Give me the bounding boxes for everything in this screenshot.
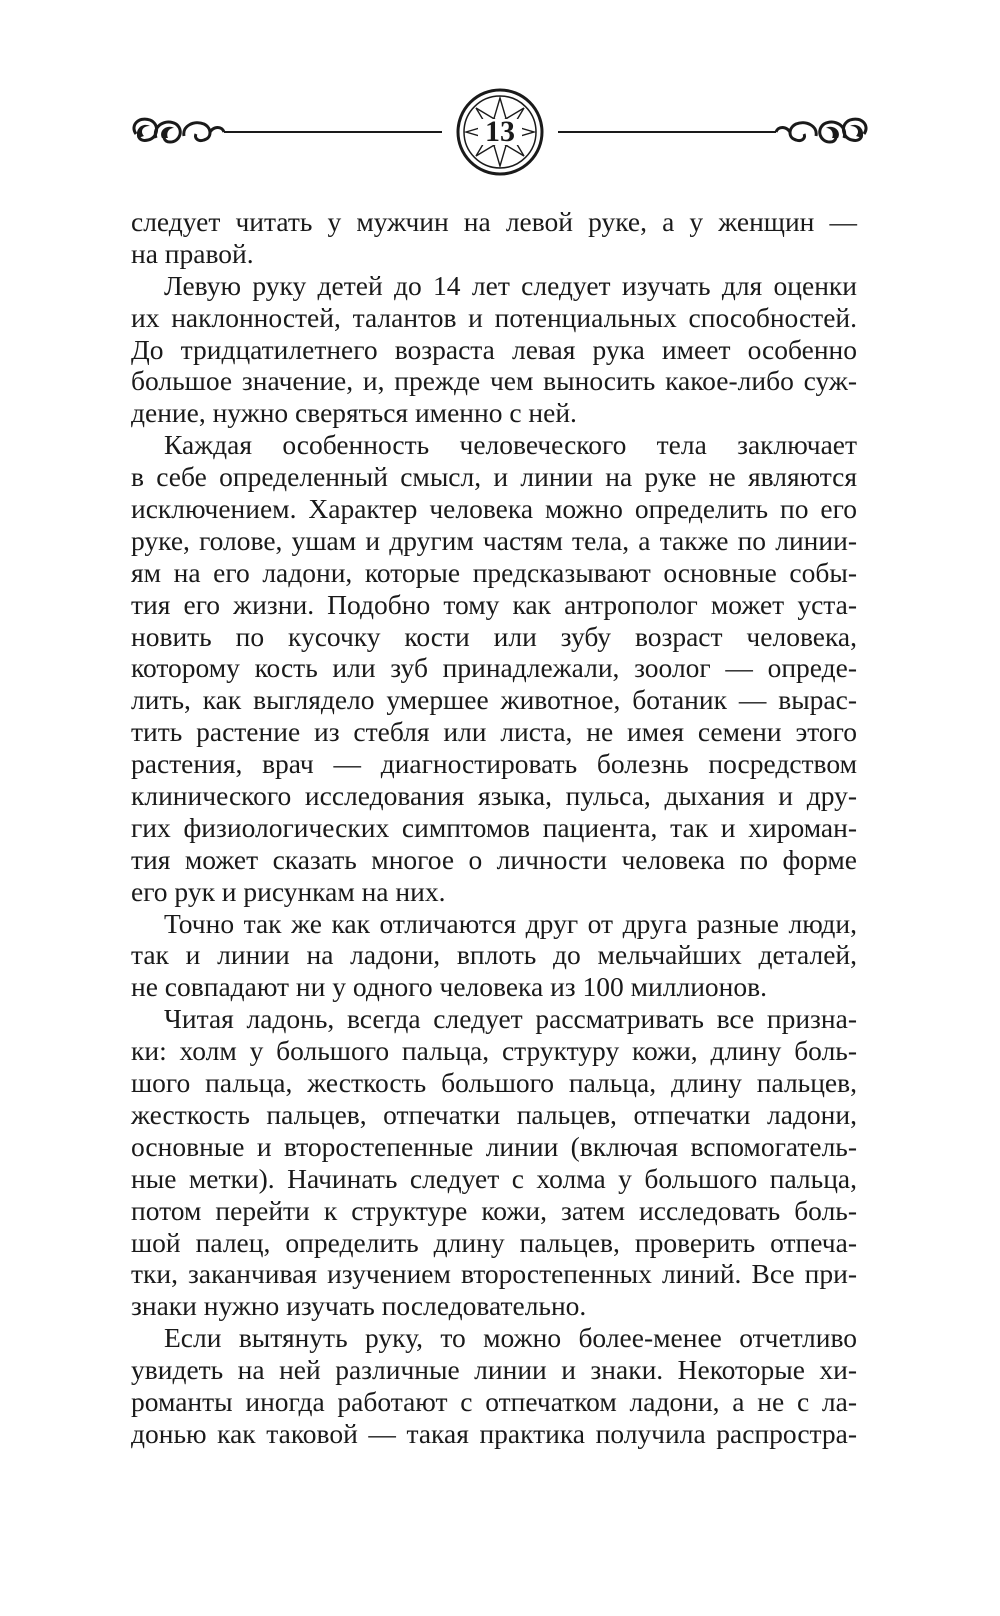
text-line: тить растение из стебля или листа, не имея семени этого xyxy=(131,716,857,748)
text-line: гих физиологических симптомов пациента, так и хироман- xyxy=(131,811,857,843)
text-line: следует читать у мужчин на левой руке, а у женщин — xyxy=(131,206,857,237)
text-line: новить по кусочку кости или зубу возраст человека, xyxy=(131,620,857,652)
text-line: потом перейти к структуре кожи, затем исследовать боль- xyxy=(131,1194,857,1226)
text-line: Точно так же как отличаются друг от друга разные люди, xyxy=(164,907,857,939)
text-line: Если вытянуть руку, то можно более-менее отчетливо xyxy=(164,1322,857,1354)
text-line: тки, заканчивая изучением второстепенных линий. Все при- xyxy=(131,1258,857,1290)
text-line: шого пальца, жесткость большого пальца, длину пальцев, xyxy=(131,1067,857,1099)
text-line: ки: холм у большого пальца, структуру кожи, длину боль- xyxy=(131,1035,857,1067)
text-line: ные метки). Начинать следует с холма у большого пальца, xyxy=(131,1162,857,1194)
text-line: тия его жизни. Подобно тому как антрополог может уста- xyxy=(131,588,857,620)
text-line: увидеть на ней различные линии и знаки. Некоторые хи- xyxy=(131,1354,857,1386)
text-line: дение, нужно сверяться именно с ней. xyxy=(131,397,577,429)
right-flourish-icon xyxy=(776,119,866,142)
text-line: ям на его ладони, которые предсказывают основные собы- xyxy=(131,556,857,588)
text-line: романты иногда работают с отпечатком ладони, а не с ла- xyxy=(131,1385,857,1417)
text-line: знаки нужно изучать последовательно. xyxy=(131,1290,587,1322)
text-line: тия может сказать многое о личности человека по форме xyxy=(131,843,857,875)
text-line: донью как таковой — такая практика получила распростра- xyxy=(131,1417,857,1449)
text-line: Читая ладонь, всегда следует рассматривать все призна- xyxy=(164,1003,857,1035)
text-line: шой палец, определить длину пальцев, проверить отпеча- xyxy=(131,1226,857,1258)
text-line: исключением. Характер человека можно определить по его xyxy=(131,493,857,525)
text-line: Левую руку детей до 14 лет следует изучать для оценки xyxy=(164,269,857,301)
text-line: лить, как выглядело умершее животное, ботаник — вырас- xyxy=(131,684,857,716)
text-line: на правой. xyxy=(131,237,254,269)
text-line: большое значение, и, прежде чем выносить какое-либо суж- xyxy=(131,365,857,397)
text-line: в себе определенный смысл, и линии на руке не являются xyxy=(131,461,857,493)
text-line: так и линии на ладони, вплоть до мельчайших деталей, xyxy=(131,939,857,971)
text-line: Каждая особенность человеческого тела заключает xyxy=(164,429,857,461)
text-line: руке, голове, ушам и другим частям тела, а также по линии- xyxy=(131,524,857,556)
text-line: их наклонностей, талантов и потенциальных способностей. xyxy=(131,301,857,333)
page-body xyxy=(131,206,857,1450)
text-line: До тридцатилетнего возраста левая рука имеет особенно xyxy=(131,333,857,365)
text-line: растения, врач — диагностировать болезнь посредством xyxy=(131,748,857,780)
text-line: которому кость или зуб принадлежали, зоолог — опреде- xyxy=(131,652,857,684)
text-line: основные и второстепенные линии (включая вспомогатель- xyxy=(131,1130,857,1162)
text-line: клинического исследования языка, пульса, дыхания и дру- xyxy=(131,780,857,812)
text-line: не совпадают ни у одного человека из 100 миллионов. xyxy=(131,971,768,1003)
text-line: жесткость пальцев, отпечатки пальцев, отпечатки ладони, xyxy=(131,1098,857,1130)
text-line: его рук и рисункам на них. xyxy=(131,875,446,907)
page-header xyxy=(128,86,872,186)
left-flourish-icon xyxy=(134,119,224,142)
page-number: 13 xyxy=(485,115,515,148)
